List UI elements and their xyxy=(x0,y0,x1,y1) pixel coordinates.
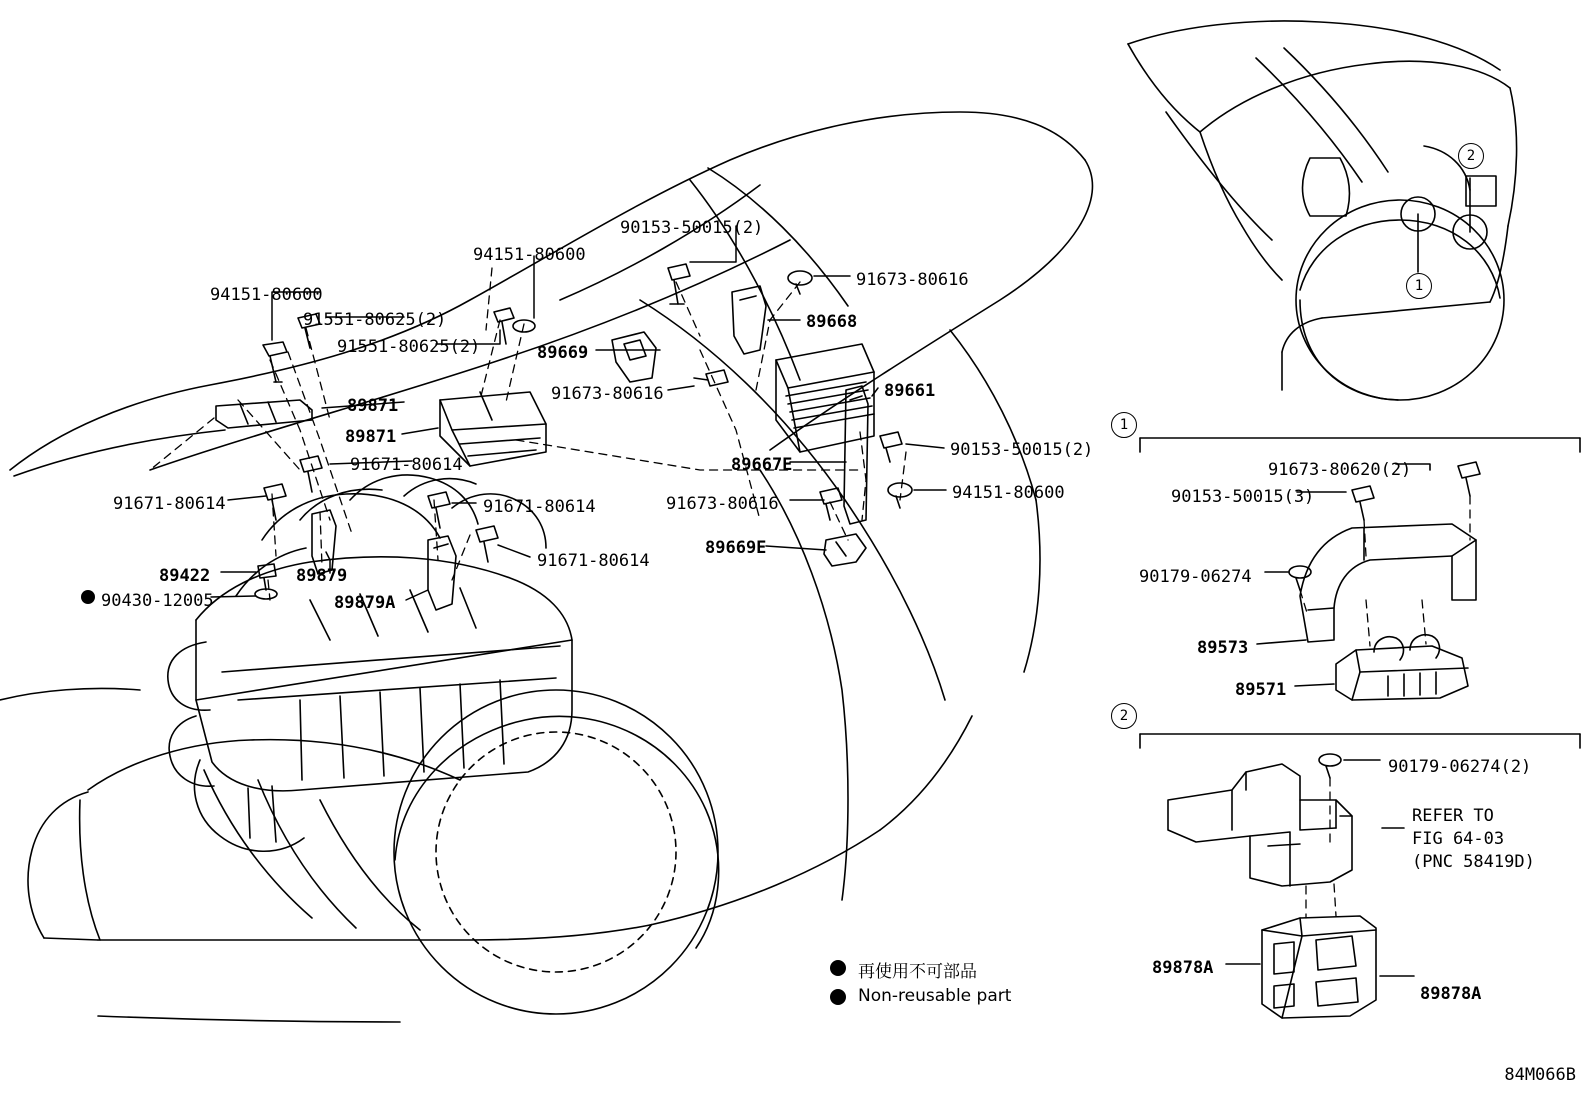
callout-89871-b: 89871 xyxy=(345,427,397,447)
leader-lines-main xyxy=(211,226,946,600)
callout-89871-a: 89871 xyxy=(347,396,399,416)
callout-91671-80614-d: 91671-80614 xyxy=(537,551,650,571)
callout-90153-50015-b: 90153-50015(2) xyxy=(950,440,1094,460)
reference-line-3: (PNC 58419D) xyxy=(1412,852,1535,872)
callout-91671-80614-a: 91671-80614 xyxy=(350,455,463,475)
engine-assembly xyxy=(168,475,572,930)
marker-vehicle-detail-2: 2 xyxy=(1458,143,1484,169)
marker-panel-1: 1 xyxy=(1111,412,1137,438)
callout-89879a: 89879A xyxy=(334,593,396,613)
dashed-lines-panel-2 xyxy=(1306,778,1336,918)
callout-90179-06274-a: 90179-06274 xyxy=(1139,567,1252,587)
marker-vehicle-detail-1: 1 xyxy=(1406,273,1432,299)
callout-89669e: 89669E xyxy=(705,538,767,558)
legend-english: Non-reusable part xyxy=(858,986,1012,1006)
callout-91673-80616-b: 91673-80616 xyxy=(551,384,664,404)
legend-dot-marks xyxy=(830,960,846,1005)
reference-line-2: FIG 64-03 xyxy=(1412,829,1505,849)
callout-91671-80614-b: 91671-80614 xyxy=(113,494,226,514)
reference-note xyxy=(1412,805,1535,874)
callout-89571: 89571 xyxy=(1235,680,1287,700)
callout-94151-80600-c: 94151-80600 xyxy=(952,483,1065,503)
reference-line-1: REFER TO xyxy=(1412,806,1494,826)
callout-90153-50015-c: 90153-50015(3) xyxy=(1171,487,1315,507)
nonreusable-dots xyxy=(81,590,95,604)
callout-90430-12005: 90430-12005 xyxy=(101,591,214,611)
assembly-dashed-lines xyxy=(150,268,906,600)
callout-89879: 89879 xyxy=(296,566,348,586)
callout-91673-80616-c: 91673-80616 xyxy=(666,494,779,514)
legend-japanese: 再使用不可部品 xyxy=(858,962,977,982)
callout-89422: 89422 xyxy=(159,566,211,586)
callout-89661: 89661 xyxy=(884,381,936,401)
callout-91671-80614-c: 91671-80614 xyxy=(483,497,596,517)
callout-91551-80625-a: 91551-80625(2) xyxy=(303,310,447,330)
callout-91551-80625-b: 91551-80625(2) xyxy=(337,337,481,357)
callout-89669: 89669 xyxy=(537,343,589,363)
callout-89878a-left: 89878A xyxy=(1152,958,1214,978)
callout-94151-80600-a: 94151-80600 xyxy=(210,285,323,305)
dashed-lines-panel-1 xyxy=(1300,496,1470,646)
rear-vehicle-view xyxy=(1128,21,1517,400)
callout-89667e: 89667E xyxy=(731,455,793,475)
callout-90153-50015-a: 90153-50015(2) xyxy=(620,218,764,238)
figure-code: 84M066B xyxy=(1504,1065,1576,1085)
callout-89573: 89573 xyxy=(1197,638,1249,658)
callout-89668: 89668 xyxy=(806,312,858,332)
callout-94151-80600-b: 94151-80600 xyxy=(473,245,586,265)
callout-89878a-right: 89878A xyxy=(1420,984,1482,1004)
callout-91673-80620: 91673-80620(2) xyxy=(1268,460,1412,480)
callout-90179-06274-b: 90179-06274(2) xyxy=(1388,757,1532,777)
callout-91673-80616-a: 91673-80616 xyxy=(856,270,969,290)
marker-panel-2: 2 xyxy=(1111,703,1137,729)
